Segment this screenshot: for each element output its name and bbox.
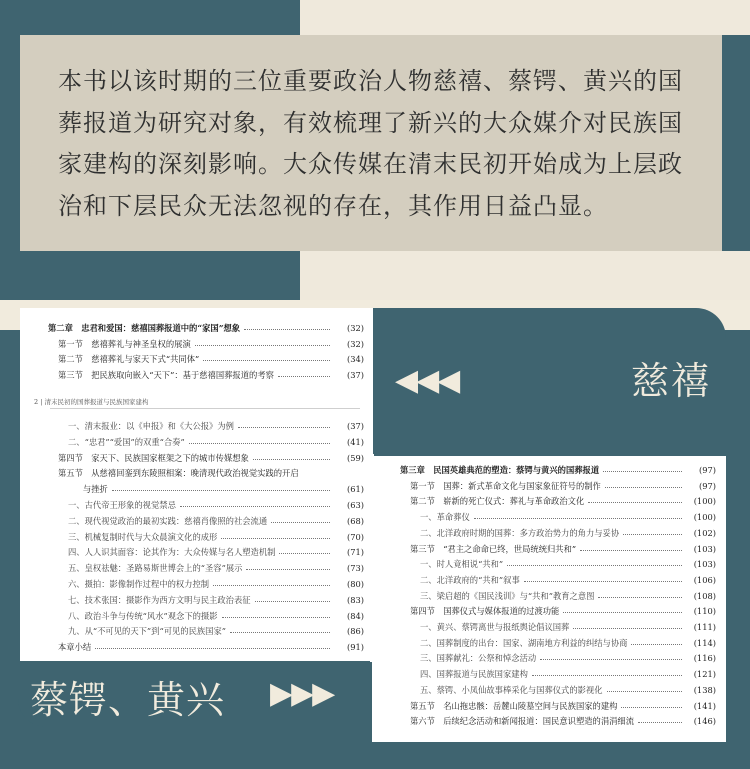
toc-entry-page: (106) xyxy=(693,574,716,585)
toc-leader-dots xyxy=(532,675,682,676)
toc-entry xyxy=(20,625,374,637)
toc-entry xyxy=(20,322,374,334)
toc-entry-page: (116) xyxy=(693,653,716,664)
toc-entry-title: 九、从“不可见的天下”到“可见的民族国家” xyxy=(68,626,227,637)
toc-leader-dots xyxy=(607,691,682,692)
toc-entry-title: 第三节 把民族取向嵌入“天下”：基于慈禧国葬报道的考察 xyxy=(58,369,274,380)
toc-entry xyxy=(20,369,374,381)
toc-entry xyxy=(20,499,374,511)
toc-leader-dots xyxy=(474,518,682,519)
toc-entry xyxy=(20,515,374,527)
toc-page-left xyxy=(20,308,374,662)
toc-entry-page: (138) xyxy=(693,684,716,695)
toc-leader-dots xyxy=(253,459,330,460)
decorative-side-bar xyxy=(722,35,750,251)
toc-entry-title: 八、政治斗争与传统“风水”观念下的摄影 xyxy=(68,610,218,621)
intro-line: 家建构的深刻影响。大众传媒在清末民初开始成为上层政 xyxy=(58,150,683,178)
toc-leader-dots xyxy=(507,565,682,566)
toc-entry xyxy=(20,641,374,653)
toc-leader-dots xyxy=(524,581,682,582)
toc-entry-page: (84) xyxy=(346,610,364,621)
toc-entry-title: 第六节 后续纪念活动和新闻报道：国民意识塑造的涓涓细流 xyxy=(410,716,635,727)
toc-leader-dots xyxy=(213,585,330,586)
toc-entry xyxy=(372,574,726,586)
toc-entry-page: (146) xyxy=(693,716,716,727)
toc-entry-title: 第五节 从慈禧回銮到东陵照相案：晚清现代政治视觉实践的开启 xyxy=(58,468,299,479)
toc-entry xyxy=(20,338,374,350)
toc-entry xyxy=(20,420,374,432)
toc-leader-dots xyxy=(246,569,330,570)
toc-entry-page: (111) xyxy=(693,622,716,632)
toc-leader-dots xyxy=(95,648,330,649)
toc-entry-page: (41) xyxy=(346,436,364,447)
toc-entry-page: (63) xyxy=(346,500,364,510)
toc-entry xyxy=(372,652,726,664)
toc-entry-page: (37) xyxy=(346,369,364,380)
toc-entry xyxy=(372,621,726,633)
toc-entry xyxy=(372,480,726,492)
toc-entry-page: (141) xyxy=(693,700,716,711)
toc-entry-title: 一、黄兴、蔡锷离世与报纸舆论倡议国葬 xyxy=(420,622,570,632)
toc-entry xyxy=(20,483,374,495)
toc-entry xyxy=(20,452,374,464)
toc-entry xyxy=(372,511,726,523)
toc-entry-title: 与挫折 xyxy=(58,484,108,495)
toc-entry xyxy=(20,531,374,543)
toc-entry-page: (34) xyxy=(346,354,364,364)
toc-entry-page: (91) xyxy=(346,642,364,653)
toc-leader-dots xyxy=(278,376,330,377)
toc-entry-page: (114) xyxy=(693,637,716,648)
arrow-left-icon: ◀◀◀ xyxy=(395,363,459,398)
toc-entry-title: 二、国葬制度的出台：国家、湖南地方利益的纠结与协商 xyxy=(420,637,628,648)
toc-entry-title: 二、“忠君”“爱国”的双重“合奏” xyxy=(68,436,185,447)
banner-name-caie-huangxing: 蔡锷、黄兴 xyxy=(30,678,226,722)
toc-entry-title: 本章小结 xyxy=(58,642,92,653)
toc-entry xyxy=(20,610,374,622)
toc-entry xyxy=(372,527,726,539)
toc-entry xyxy=(20,594,374,606)
intro-line: 葬报道为研究对象，有效梳理了新兴的大众媒介对民族国 xyxy=(58,108,683,137)
toc-entry-title: 第二节 慈禧葬礼与家天下式“共同体” xyxy=(58,354,200,364)
toc-entry xyxy=(20,562,374,574)
toc-leader-dots xyxy=(598,597,682,598)
toc-leader-dots xyxy=(238,427,330,428)
toc-leader-dots xyxy=(631,644,682,645)
toc-entry-title: 五、蔡锷、小凤仙故事棒采化与国葬仪式的影视化 xyxy=(420,684,603,695)
toc-entry-page: (37) xyxy=(346,421,364,431)
toc-entry-page: (71) xyxy=(346,547,364,558)
toc-leader-dots xyxy=(540,659,682,660)
toc-entry xyxy=(372,700,726,712)
toc-entry-page: (80) xyxy=(346,579,364,589)
toc-entry xyxy=(372,637,726,649)
toc-leader-dots xyxy=(255,601,330,602)
toc-entry xyxy=(20,546,374,558)
toc-leader-dots xyxy=(603,471,682,472)
toc-entry-page: (70) xyxy=(346,531,364,542)
toc-entry-title: 六、摄拍：影像制作过程中的权力控制 xyxy=(68,579,210,589)
toc-entry-title: 三、国葬献礼：公祭和悼念活动 xyxy=(420,653,537,664)
toc-entry-page: (103) xyxy=(693,559,716,570)
toc-entry-title: 第四节 国葬仪式与媒体报道的过渡功能 xyxy=(410,606,560,617)
toc-entry xyxy=(20,436,374,448)
toc-entry xyxy=(372,495,726,507)
toc-page-right xyxy=(372,456,726,742)
toc-entry xyxy=(372,464,726,476)
toc-entry-title: 一、革命葬仪 xyxy=(420,512,470,523)
toc-entry-page: (86) xyxy=(346,626,364,637)
toc-entry xyxy=(372,543,726,555)
running-head: 2 | 清末民初的国葬报道与民族国家建构 xyxy=(34,398,149,406)
toc-entry-page: (83) xyxy=(346,594,364,605)
toc-entry-page: (110) xyxy=(693,606,716,617)
toc-entry xyxy=(372,605,726,617)
toc-entry xyxy=(372,715,726,727)
toc-entry-page: (59) xyxy=(346,452,364,463)
toc-leader-dots xyxy=(621,707,682,708)
page-divider xyxy=(50,408,360,409)
toc-entry-page: (100) xyxy=(693,512,716,523)
toc-entry xyxy=(20,467,374,479)
caie-huangxing-banner xyxy=(18,661,370,727)
toc-entry xyxy=(20,353,374,365)
intro-text-box xyxy=(20,35,722,251)
cixi-banner xyxy=(373,308,726,454)
toc-entry-title: 一、清末报业：以《申报》和《大公报》为例 xyxy=(68,421,234,431)
toc-entry-page: (32) xyxy=(346,338,364,349)
toc-entry-page: (97) xyxy=(698,465,716,475)
toc-leader-dots xyxy=(605,487,682,488)
toc-leader-dots xyxy=(244,329,330,330)
toc-entry-page: (100) xyxy=(693,496,716,507)
toc-entry-title: 二、北洋政府的“共和”叙事 xyxy=(420,574,520,585)
toc-entry xyxy=(372,684,726,696)
toc-leader-dots xyxy=(203,360,330,361)
toc-leader-dots xyxy=(271,522,330,523)
toc-leader-dots xyxy=(623,534,682,535)
toc-entry-page: (103) xyxy=(693,543,716,554)
toc-leader-dots xyxy=(573,628,682,629)
toc-entry-title: 三、机械复制时代与大众晨演文化的成形 xyxy=(68,531,218,542)
toc-entry-title: 第三节 “君主之命命已终，世局统统归共和” xyxy=(410,543,577,554)
arrow-right-icon: ▶▶▶ xyxy=(270,676,334,711)
toc-entry-title: 四、国葬报道与民族国家建构 xyxy=(420,669,528,680)
toc-leader-dots xyxy=(230,632,330,633)
toc-entry-title: 三、梁启超的《国民浅训》与“共和”教育之意图 xyxy=(420,590,595,601)
toc-entry-title: 第五节 名山拖忠骸：岳麓山陵墓空间与民族国家的建构 xyxy=(410,700,618,711)
toc-entry-page: (121) xyxy=(693,669,716,680)
banner-name-cixi: 慈禧 xyxy=(631,359,712,403)
toc-leader-dots xyxy=(588,502,682,503)
toc-leader-dots xyxy=(195,345,330,346)
intro-line: 治和下层民众无法忽视的存在，其作用日益凸显。 xyxy=(58,191,608,220)
toc-leader-dots xyxy=(580,550,682,551)
toc-entry-page: (73) xyxy=(346,563,364,574)
toc-entry-title: 七、技术张国：摄影作为西方文明与民主政治表征 xyxy=(68,594,251,605)
toc-entry-title: 第四节 家天下、民族国家框架之下的城市传媒想象 xyxy=(58,452,249,463)
toc-entry-title: 二、北洋政府时期的国葬：多方政治势力的角力与妥协 xyxy=(420,527,620,538)
toc-entry-title: 第二章 忠君和爱国：慈禧国葬报道中的“家国”想象 xyxy=(48,323,241,333)
toc-leader-dots xyxy=(563,612,682,613)
toc-entry-title: 五、皇权祛魅：圣路易斯世博会上的“圣容”展示 xyxy=(68,563,243,574)
toc-entry-page: (32) xyxy=(346,323,364,333)
toc-leader-dots xyxy=(180,506,330,507)
toc-entry xyxy=(372,558,726,570)
toc-entry-title: 二、现代视觉政治的最初实践：慈禧肖像照的社会流通 xyxy=(68,515,268,526)
toc-entry-title: 第二节 崭新的死亡仪式：葬礼与革命政治文化 xyxy=(410,496,585,507)
toc-entry-page: (108) xyxy=(693,590,716,601)
toc-leader-dots xyxy=(638,722,682,723)
toc-leader-dots xyxy=(189,443,330,444)
toc-entry-title: 第三章 民国英雄典范的塑造：蔡锷与黄兴的国葬报道 xyxy=(400,465,600,475)
toc-leader-dots xyxy=(221,538,330,539)
toc-entry xyxy=(20,578,374,590)
toc-entry-page: (97) xyxy=(698,480,716,491)
toc-entry-title: 一、时人竟相说“共和” xyxy=(420,559,504,570)
toc-entry-page: (68) xyxy=(346,515,364,526)
toc-entry-title: 第一节 国葬：新式革命文化与国家象征符号的制作 xyxy=(410,480,601,491)
intro-line: 本书以该时期的三位重要政治人物慈禧、蔡锷、黄兴的国 xyxy=(58,67,683,95)
intro-paragraph xyxy=(58,61,688,227)
toc-entry-title: 第一节 慈禧葬礼与神圣皇权的展演 xyxy=(58,338,191,349)
toc-entry-title: 四、人人识其面容：论其作为：大众传媒与名人塑造机制 xyxy=(68,547,276,558)
toc-entry-page: (61) xyxy=(346,484,364,495)
toc-entry-page: (102) xyxy=(693,527,716,538)
toc-entry-title: 一、古代帝王形象的视觉禁忌 xyxy=(68,500,176,510)
toc-leader-dots xyxy=(222,617,330,618)
toc-leader-dots xyxy=(112,490,330,491)
toc-leader-dots xyxy=(279,553,330,554)
toc-entry xyxy=(372,590,726,602)
toc-entry xyxy=(372,668,726,680)
